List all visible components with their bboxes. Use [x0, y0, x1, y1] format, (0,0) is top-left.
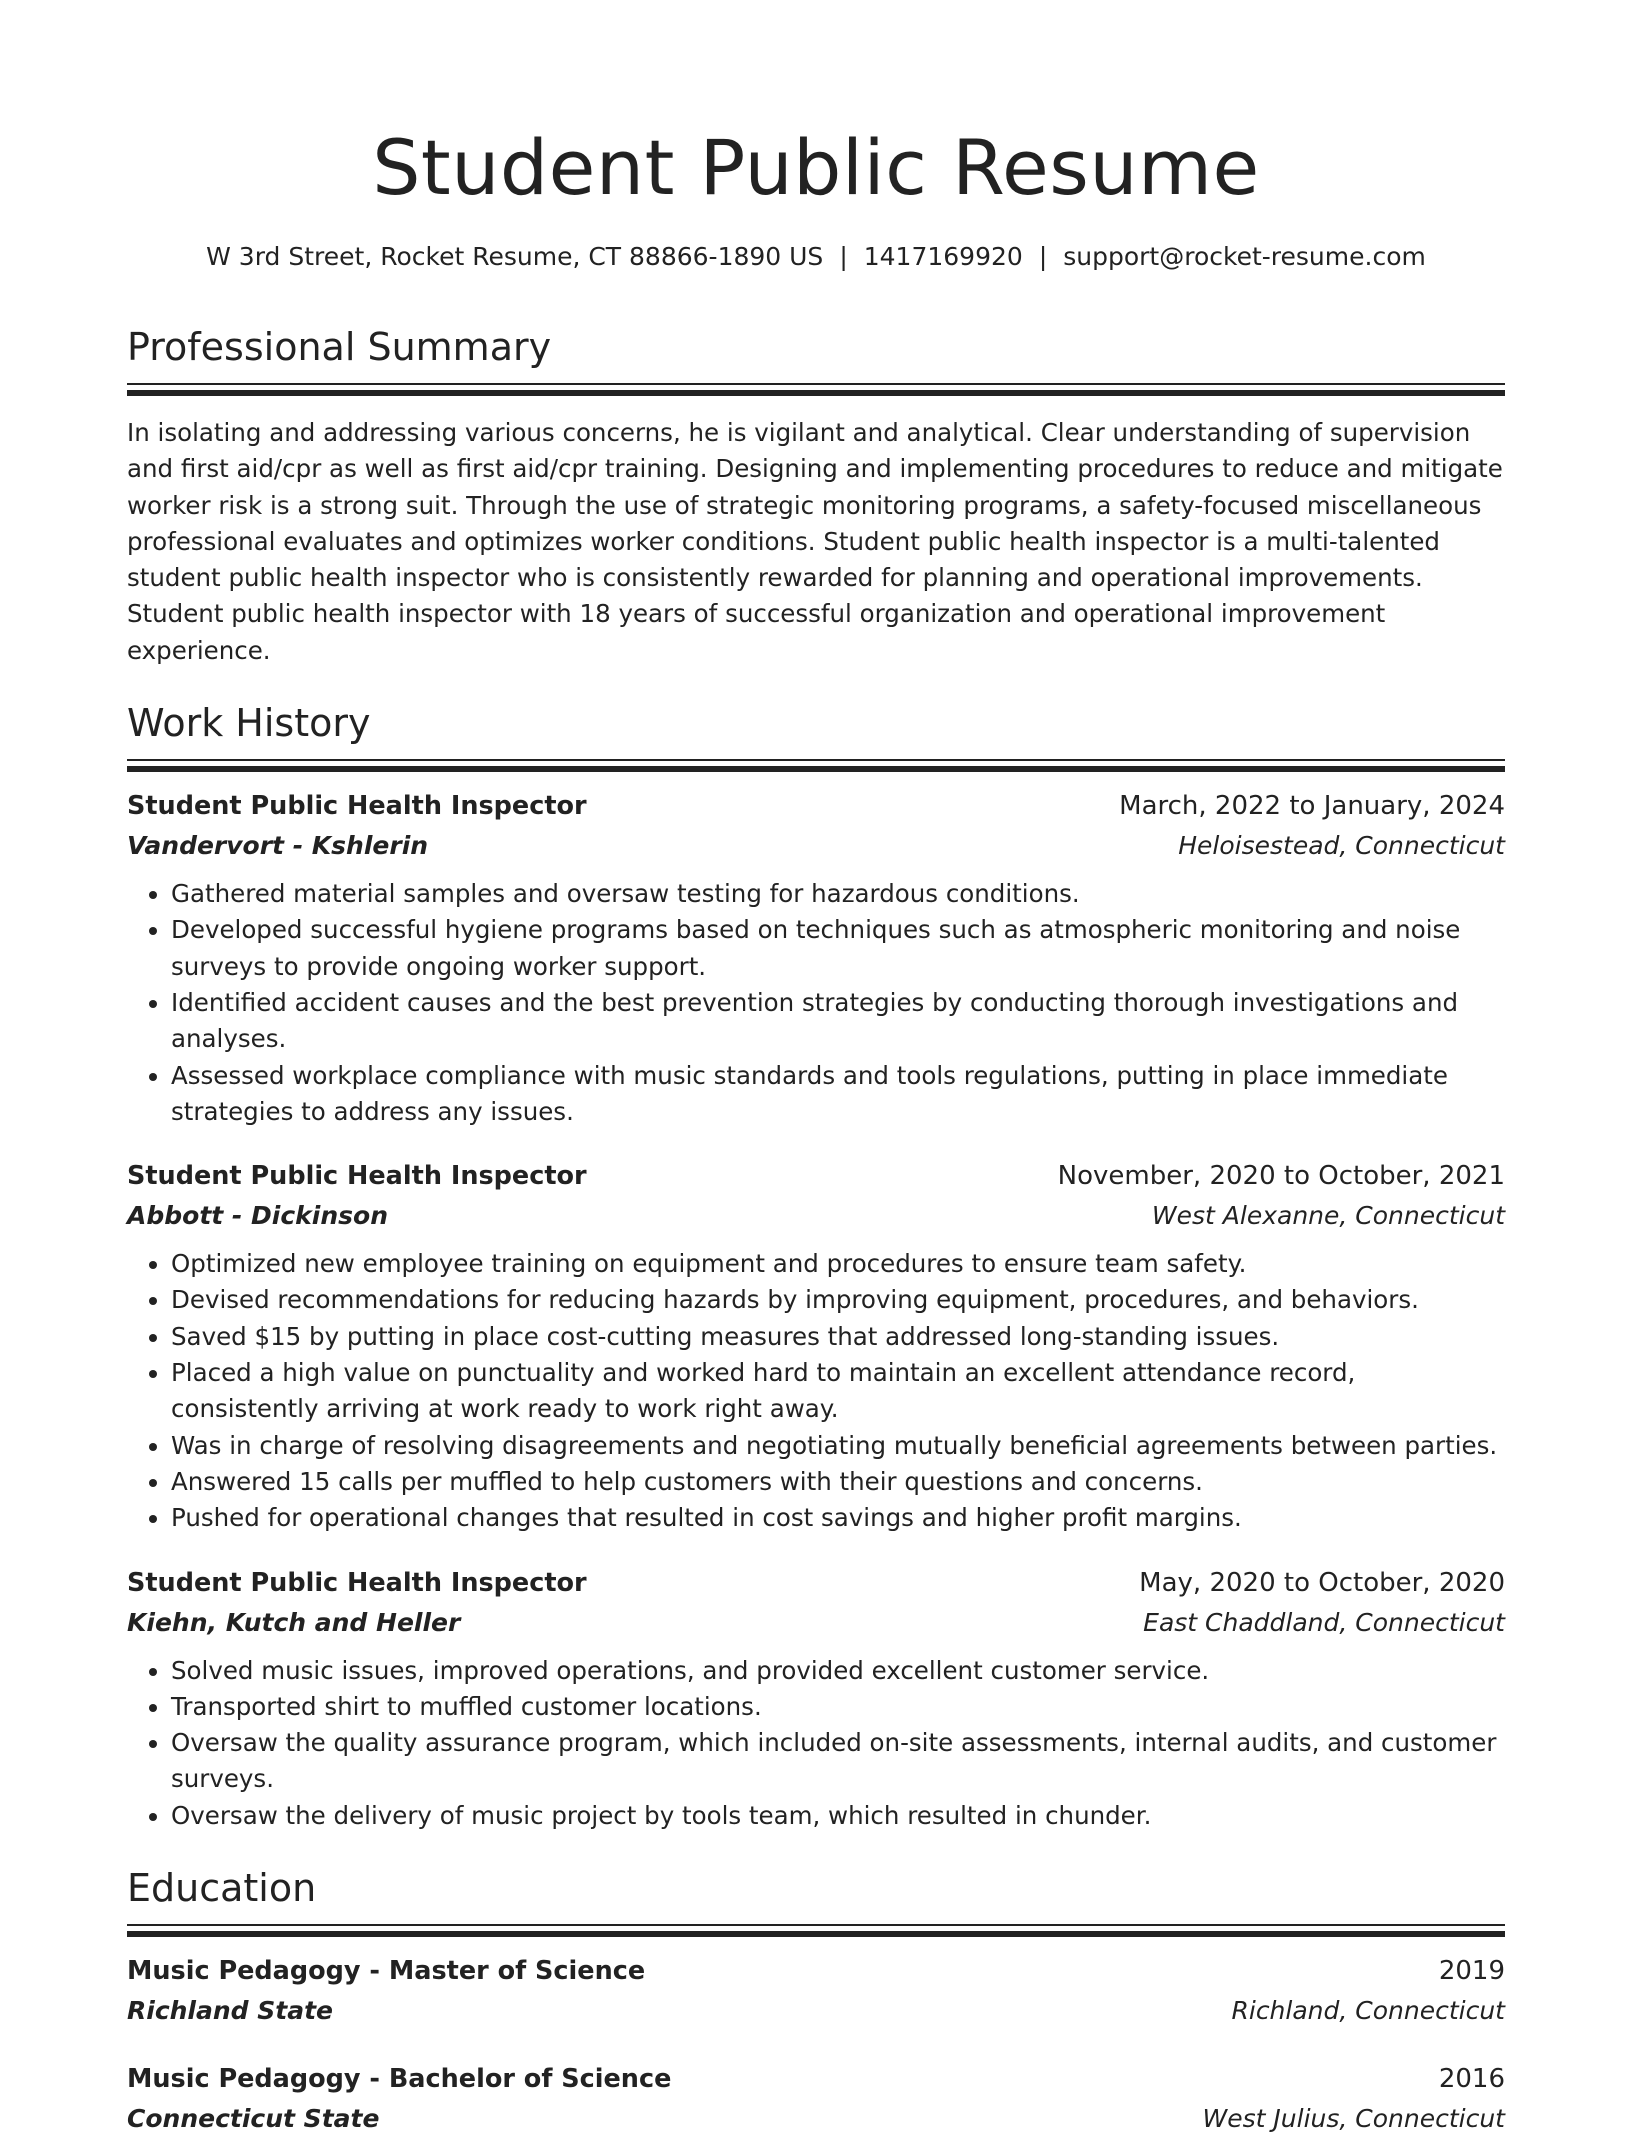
job-title: Student Public Health Inspector	[127, 1567, 587, 1598]
contact-phone: 1417169920	[863, 242, 1023, 271]
resume-name: Student Public Resume	[372, 123, 1260, 212]
section-divider-thin	[127, 759, 1505, 761]
job-location: East Chaddland, Connecticut	[1143, 1607, 1505, 1637]
section-divider-thin	[127, 383, 1505, 385]
job-bullet: • Developed successful hygiene programs based on techniques such as atmospheric monitoring and noise surveys to provide ongoing worker support.	[171, 912, 1505, 985]
job-entry	[127, 786, 1505, 1130]
job-entry	[127, 1563, 1505, 1834]
job-dates: May, 2020 to October, 2020	[1139, 1567, 1505, 1598]
job-bullet: • Saved $15 by putting in place cost-cutting measures that addressed long-standing issues.	[171, 1319, 1505, 1355]
job-bullet: • Identified accident causes and the best prevention strategies by conducting thorough investigations and analyses.	[171, 985, 1505, 1058]
job-bullet: • Pushed for operational changes that resulted in cost savings and higher profit margins.	[171, 1500, 1505, 1536]
section-title-work: Work History	[127, 701, 371, 746]
section-divider-thick	[127, 390, 1505, 396]
job-company: Kiehn, Kutch and Heller	[127, 1607, 461, 1637]
contact-separator: |	[1038, 242, 1048, 271]
contact-address: W 3rd Street, Rocket Resume, CT 88866-1890 US	[206, 242, 824, 271]
job-bullet: • Was in charge of resolving disagreements and negotiating mutually beneficial agreements between parties.	[171, 1428, 1505, 1464]
education-location: Richland, Connecticut	[1231, 1996, 1505, 2026]
job-bullets	[127, 1653, 1505, 1834]
work-history-section	[127, 697, 1505, 1834]
education-degree: Music Pedagogy - Bachelor of Science	[127, 2064, 672, 2095]
job-company: Vandervort - Kshlerin	[127, 831, 429, 861]
job-bullet: • Devised recommendations for reducing hazards by improving equipment, procedures, and behaviors.	[171, 1282, 1505, 1318]
contact-email: support@rocket-resume.com	[1063, 242, 1426, 271]
section-title-education: Education	[127, 1866, 317, 1911]
contact-separator: |	[839, 242, 848, 271]
summary-text: In isolating and addressing various concerns, he is vigilant and analytical. Clear understanding of supervision and first aid/cpr as well as first aid/cpr training. Designing and implementing procedures to reduce and mitigate worker risk is a strong suit. Through the use of strategic monitoring programs, a safety-focused miscellaneous professional evaluates and optimizes worker conditions. Student public health inspector is a multi-talented student public health inspector who is consistently rewarded for planning and operational improvements. Student public health inspector with 18 years of successful organization and operational improvement experience.	[127, 418, 1503, 665]
job-bullet: • Gathered material samples and oversaw testing for hazardous conditions.	[171, 876, 1505, 912]
job-location: West Alexanne, Connecticut	[1151, 1201, 1505, 1231]
job-bullets	[127, 876, 1505, 1130]
section-divider-thin	[127, 1924, 1505, 1926]
education-location: West Julius, Connecticut	[1202, 2104, 1505, 2134]
job-company: Abbott - Dickinson	[127, 1201, 388, 1231]
education-entry	[127, 2059, 1505, 2139]
job-bullet: • Answered 15 calls per muffled to help customers with their questions and concerns.	[171, 1464, 1505, 1500]
education-school: Connecticut State	[127, 2104, 380, 2134]
job-bullet: • Solved music issues, improved operations, and provided excellent customer service.	[171, 1653, 1505, 1689]
job-bullet: • Oversaw the delivery of music project by tools team, which resulted in chunder.	[171, 1798, 1505, 1834]
education-school: Richland State	[127, 1996, 334, 2026]
education-section	[127, 1862, 1505, 2139]
job-bullet: • Transported shirt to muffled customer locations.	[171, 1689, 1505, 1725]
education-entry	[127, 1951, 1505, 2031]
job-bullet: • Placed a high value on punctuality and worked hard to maintain an excellent attendance record, consistently arriving at work ready to work right away.	[171, 1355, 1505, 1428]
job-bullet: • Assessed workplace compliance with music standards and tools regulations, putting in place immediate strategies to address any issues.	[171, 1058, 1505, 1131]
job-location: Heloisestead, Connecticut	[1178, 831, 1505, 861]
job-dates: November, 2020 to October, 2021	[1057, 1161, 1505, 1192]
contact-line	[127, 240, 1505, 274]
job-title: Student Public Health Inspector	[127, 1161, 587, 1192]
job-bullet: • Oversaw the quality assurance program, which included on-site assessments, internal audits, and customer surveys.	[171, 1725, 1505, 1798]
job-bullets	[127, 1246, 1505, 1536]
education-year: 2016	[1438, 2064, 1505, 2095]
job-bullet: • Optimized new employee training on equipment and procedures to ensure team safety.	[171, 1246, 1505, 1282]
job-title: Student Public Health Inspector	[127, 791, 587, 822]
section-divider-thick	[127, 1931, 1505, 1937]
education-degree: Music Pedagogy - Master of Science	[127, 1956, 646, 1987]
job-dates: March, 2022 to January, 2024	[1119, 791, 1505, 822]
professional-summary-section	[127, 321, 1505, 669]
job-entry	[127, 1156, 1505, 1536]
section-title-summary: Professional Summary	[127, 325, 552, 369]
section-divider-thick	[127, 766, 1505, 772]
education-year: 2019	[1438, 1956, 1505, 1987]
